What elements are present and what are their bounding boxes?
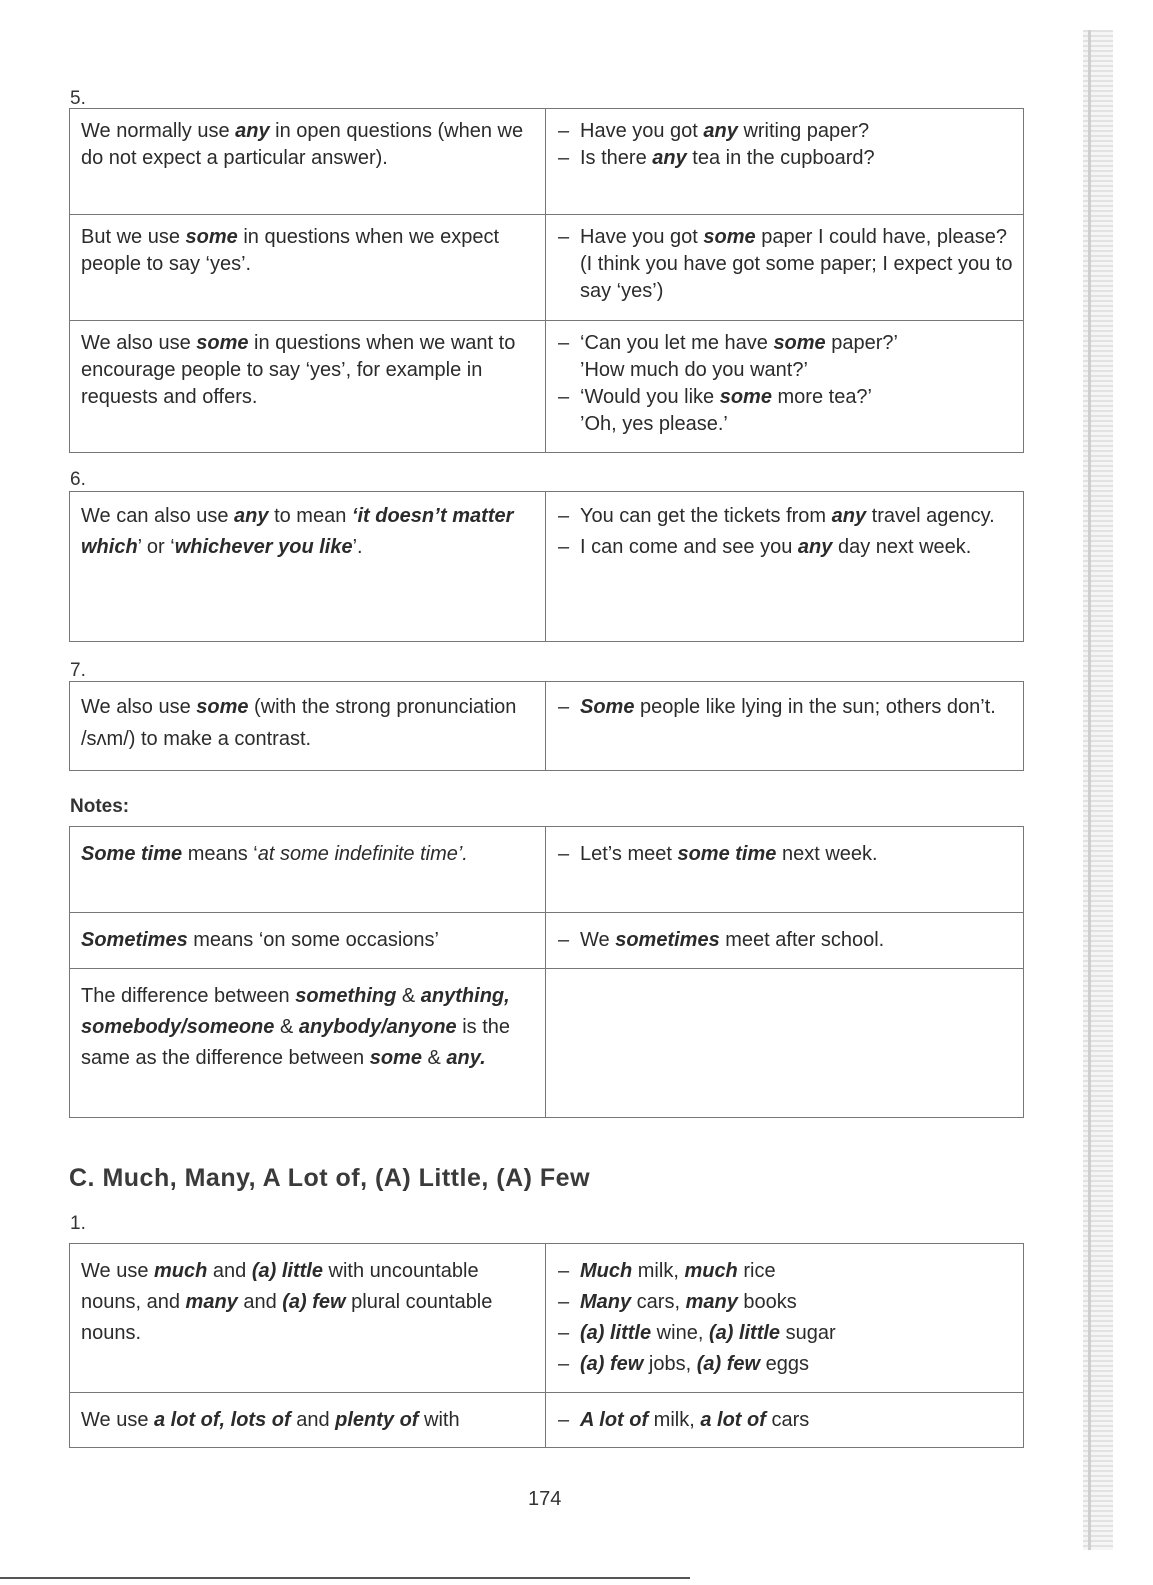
italic-text: at some indefinite time’.: [257, 843, 468, 865]
text-run: in open questions (when we do not expect a particular answer).: [81, 120, 524, 169]
example-continuation: [558, 411, 1013, 438]
emphasis-term: any: [234, 505, 269, 527]
example-line: [558, 1318, 1013, 1349]
text-run: ’How much do you want?’: [580, 359, 808, 381]
emphasis-term: some time: [677, 843, 777, 865]
text-run: ’ or ‘: [137, 536, 175, 558]
example-line: [558, 1256, 1013, 1287]
text-run: rice: [737, 1260, 776, 1282]
emphasis-term: sometimes: [615, 929, 720, 951]
text-run: &: [421, 1047, 447, 1069]
emphasis-term: (a) little: [251, 1260, 323, 1282]
emphasis-term: anybody/anyone: [298, 1016, 457, 1038]
table-row: [70, 682, 1024, 771]
emphasis-term: (a) few: [282, 1291, 346, 1313]
example-line: [558, 501, 1013, 532]
text-run: and: [290, 1409, 336, 1431]
notes-table: [69, 826, 1024, 1118]
rule-cell: [70, 827, 546, 913]
text-run: jobs,: [643, 1353, 697, 1375]
emphasis-term: a lot of, lots of: [154, 1409, 291, 1431]
emphasis-term: anything, somebody/someone: [81, 985, 510, 1038]
example-line: [558, 224, 1013, 305]
section-5-table: [69, 108, 1024, 453]
text-run: paper?’: [825, 332, 898, 354]
section-7-label: 7.: [70, 660, 86, 681]
emphasis-term: (a) little: [708, 1322, 781, 1344]
text-run: cars: [765, 1409, 810, 1431]
text-run: But we use: [81, 226, 186, 248]
emphasis-term: Many: [580, 1291, 632, 1313]
emphasis-term: (a) few: [580, 1353, 644, 1375]
emphasis-term: any: [797, 536, 833, 558]
emphasis-term: any: [703, 120, 738, 142]
text-run: &: [396, 985, 421, 1007]
example-cell: [546, 1393, 1024, 1448]
text-run: in questions when we want to encourage people to say ‘yes’, for example in requests and offers.: [81, 332, 516, 408]
text-run: ’Oh, yes please.’: [580, 413, 728, 435]
emphasis-term: some: [719, 386, 772, 408]
table-row: [70, 321, 1024, 453]
section-6-label: 6.: [70, 469, 86, 490]
table-row: [70, 969, 1024, 1118]
text-run: You can get the tickets from: [580, 505, 832, 527]
emphasis-term: a lot of: [700, 1409, 766, 1431]
example-line: [558, 384, 1013, 411]
text-run: Have you got: [580, 120, 704, 142]
text-run: milk,: [632, 1260, 685, 1282]
example-line: [558, 532, 1013, 563]
text-run: is the same as the difference between: [81, 1016, 511, 1069]
text-run: I can come and see you: [580, 536, 798, 558]
example-line: [558, 839, 1013, 870]
rule-cell: [70, 1244, 546, 1393]
text-run: day next week.: [832, 536, 972, 558]
text-run: plural countable nouns.: [81, 1291, 493, 1344]
example-cell: [546, 913, 1024, 969]
example-cell: [546, 1244, 1024, 1393]
example-cell: [546, 827, 1024, 913]
emphasis-term: any: [652, 147, 687, 169]
emphasis-term: many: [185, 1291, 238, 1313]
text-run: (with the strong pronunciation /sʌm/) to make a contrast.: [81, 696, 517, 750]
emphasis-term: much: [684, 1260, 738, 1282]
section-c-heading: C. Much, Many, A Lot of, (A) Little, (A) Few: [69, 1164, 591, 1192]
rule-cell: [70, 913, 546, 969]
emphasis-term: some: [773, 332, 826, 354]
scan-edge-line: [1088, 30, 1091, 1550]
section-c-1-label: 1.: [70, 1213, 86, 1234]
text-run: in questions when we expect people to say ‘yes’.: [81, 226, 500, 275]
text-run: meet after school.: [719, 929, 885, 951]
rule-cell: [70, 109, 546, 215]
emphasis-term: some: [369, 1047, 422, 1069]
example-line: [558, 118, 1013, 145]
text-run: cars,: [631, 1291, 686, 1313]
text-run: We use: [81, 1260, 154, 1282]
text-run: people like lying in the sun; others don’t.: [634, 696, 996, 718]
example-continuation: [558, 357, 1013, 384]
text-run: We: [580, 929, 616, 951]
rule-cell: [70, 969, 546, 1118]
emphasis-term: much: [154, 1260, 208, 1282]
emphasis-term: any: [235, 120, 270, 142]
emphasis-term: something: [295, 985, 397, 1007]
emphasis-term: many: [685, 1291, 738, 1313]
text-run: ‘Can you let me have: [580, 332, 774, 354]
text-run: travel agency.: [866, 505, 995, 527]
emphasis-term: some: [185, 226, 238, 248]
text-run: We normally use: [81, 120, 236, 142]
text-run: more tea?’: [771, 386, 873, 408]
text-run: with: [418, 1409, 460, 1431]
section-6-table: [69, 491, 1024, 642]
notes-label: Notes:: [70, 796, 130, 817]
table-row: [70, 827, 1024, 913]
text-run: Let’s meet: [580, 843, 678, 865]
rule-cell: [70, 215, 546, 321]
table-row: [70, 215, 1024, 321]
emphasis-term: some: [196, 696, 249, 718]
example-cell: [546, 109, 1024, 215]
text-run: next week.: [776, 843, 878, 865]
text-run: with uncountable nouns, and: [81, 1260, 479, 1313]
example-line: [558, 145, 1013, 172]
text-run: tea in the cupboard?: [686, 147, 875, 169]
text-run: eggs: [760, 1353, 809, 1375]
text-run: We also use: [81, 696, 197, 718]
example-cell: [546, 492, 1024, 642]
emphasis-term: any.: [446, 1047, 486, 1069]
page-number: 174: [528, 1488, 562, 1510]
text-run: and: [237, 1291, 283, 1313]
emphasis-term: whichever you like: [174, 536, 353, 558]
text-run: We also use: [81, 332, 197, 354]
table-row: [70, 1393, 1024, 1448]
example-line: [558, 691, 1013, 723]
text-run: and: [207, 1260, 252, 1282]
example-line: [558, 330, 1013, 357]
text-run: means ‘on some occasions’: [187, 929, 439, 951]
emphasis-term: ‘it doesn’t matter which: [81, 505, 514, 558]
table-row: [70, 913, 1024, 969]
text-run: ‘Would you like: [580, 386, 720, 408]
rule-cell: [70, 682, 546, 771]
example-cell: [546, 682, 1024, 771]
text-run: Have you got: [580, 226, 704, 248]
emphasis-term: Much: [580, 1260, 633, 1282]
text-run: to mean: [268, 505, 352, 527]
table-row: [70, 109, 1024, 215]
text-run: writing paper?: [737, 120, 870, 142]
text-run: books: [737, 1291, 797, 1313]
text-run: We can also use: [81, 505, 235, 527]
rule-cell: [70, 1393, 546, 1448]
emphasis-term: any: [831, 505, 867, 527]
text-run: means ‘: [182, 843, 258, 865]
example-cell: [546, 215, 1024, 321]
example-line: [558, 925, 1013, 956]
emphasis-term: plenty of: [335, 1409, 419, 1431]
section-5-label: 5.: [70, 88, 86, 109]
text-run: milk,: [648, 1409, 701, 1431]
text-run: The difference between: [81, 985, 296, 1007]
example-line: [558, 1287, 1013, 1318]
rule-cell: [70, 321, 546, 453]
text-run: Is there: [580, 147, 653, 169]
bottom-rule: [0, 1577, 690, 1579]
example-cell: [546, 321, 1024, 453]
emphasis-term: some: [196, 332, 249, 354]
table-row: [70, 1244, 1024, 1393]
text-run: paper I could have, please? (I think you have got some paper; I expect you to say ‘yes’): [580, 226, 1013, 302]
table-row: [70, 492, 1024, 642]
text-run: ’.: [352, 536, 363, 558]
text-run: We use: [81, 1409, 154, 1431]
example-cell: [546, 969, 1024, 1118]
section-c-table: [69, 1243, 1024, 1448]
emphasis-term: (a) few: [696, 1353, 761, 1375]
emphasis-term: some: [703, 226, 756, 248]
example-line: [558, 1405, 1013, 1436]
text-run: wine,: [651, 1322, 709, 1344]
emphasis-term: Some: [580, 696, 635, 718]
emphasis-term: Sometimes: [81, 929, 188, 951]
text-run: &: [274, 1016, 299, 1038]
emphasis-term: Some time: [81, 843, 183, 865]
section-7-table: [69, 681, 1024, 771]
text-run: sugar: [780, 1322, 836, 1344]
rule-cell: [70, 492, 546, 642]
emphasis-term: A lot of: [580, 1409, 649, 1431]
example-line: [558, 1349, 1013, 1380]
emphasis-term: (a) little: [580, 1322, 652, 1344]
